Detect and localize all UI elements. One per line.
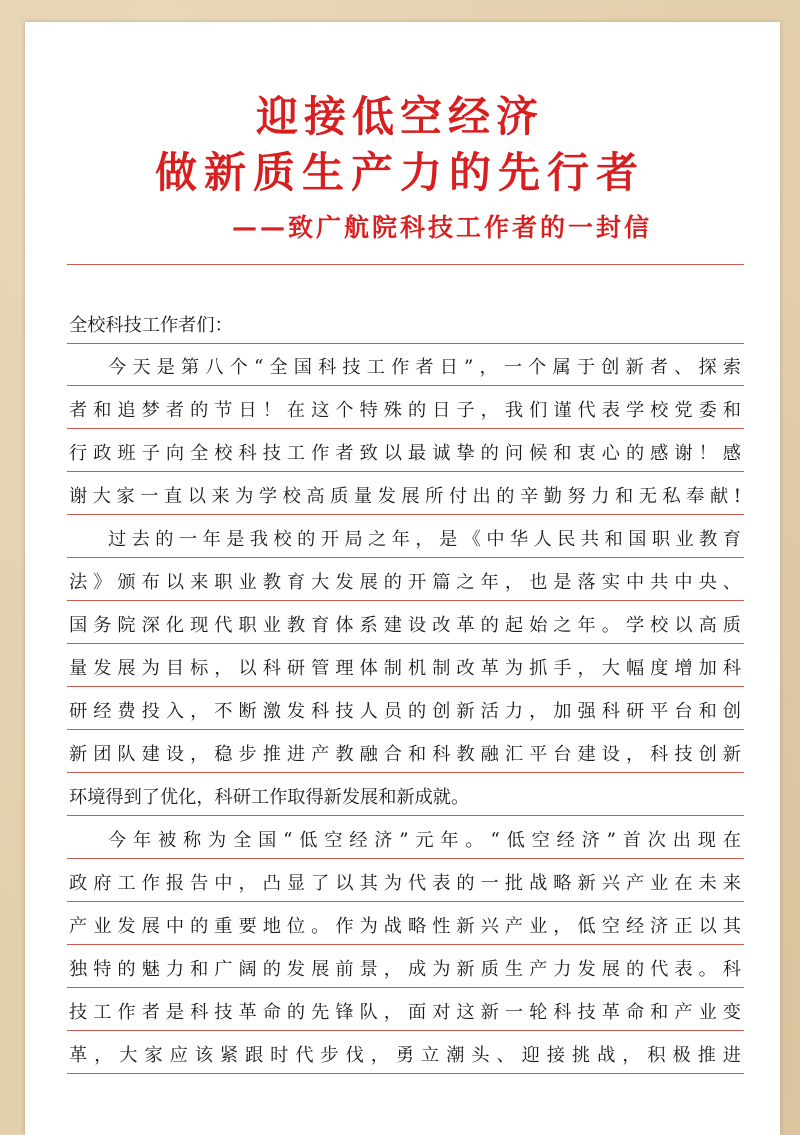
body-line: 新团队建设，稳步推进产教融合和科教融汇平台建设，科技创新 xyxy=(69,744,741,765)
ruled-line xyxy=(67,428,744,429)
ruled-line xyxy=(67,944,744,945)
body-line: 谢大家一直以来为学校高质量发展所付出的辛勤努力和无私奉献! xyxy=(69,486,741,507)
subtitle: ——致广航院科技工作者的一封信 xyxy=(232,213,653,242)
body-line: 法》颁布以来职业教育大发展的开篇之年，也是落实中共中央、 xyxy=(69,572,741,593)
ruled-line xyxy=(67,643,744,644)
body-line: 者和追梦者的节日！在这个特殊的日子，我们谨代表学校党委和 xyxy=(69,400,741,421)
body-line: 过去的一年是我校的开局之年，是《中华人民共和国职业教育 xyxy=(108,529,741,550)
ruled-line xyxy=(67,514,744,515)
body-line: 今年被称为全国“低空经济”元年。“低空经济”首次出现在 xyxy=(108,830,741,851)
ruled-line xyxy=(67,987,744,988)
body-line: 国务院深化现代职业教育体系建设改革的起始之年。学校以高质 xyxy=(69,615,741,636)
body-line: 量发展为目标，以科研管理体制机制改革为抓手，大幅度增加科 xyxy=(69,658,741,679)
ruled-line xyxy=(67,385,744,386)
ruled-line xyxy=(67,557,744,558)
body-line: 革，大家应该紧跟时代步伐，勇立潮头、迎接挑战，积极推进 xyxy=(69,1045,741,1066)
ruled-line xyxy=(67,600,744,601)
body-line: 研经费投入，不断激发科技人员的创新活力，加强科研平台和创 xyxy=(69,701,741,722)
ruled-line xyxy=(67,1030,744,1031)
ruled-line xyxy=(67,772,744,773)
body-line: 独特的魅力和广阔的发展前景，成为新质生产力发展的代表。科 xyxy=(69,959,741,980)
body-line: 今天是第八个“全国科技工作者日”，一个属于创新者、探索 xyxy=(108,357,741,378)
ruled-line xyxy=(67,1073,744,1074)
ruled-line xyxy=(67,729,744,730)
body-line: 环境得到了优化，科研工作取得新发展和新成就。 xyxy=(69,787,470,808)
header-divider xyxy=(67,264,744,265)
title-line-1: 迎接低空经济 xyxy=(255,92,544,141)
body-line: 技工作者是科技革命的先锋队，面对这新一轮科技革命和产业变 xyxy=(69,1002,741,1023)
ruled-line xyxy=(67,686,744,687)
ruled-line xyxy=(67,471,744,472)
salutation: 全校科技工作者们： xyxy=(69,315,233,336)
title-line-2: 做新质生产力的先行者 xyxy=(154,148,645,197)
body-line: 行政班子向全校科技工作者致以最诚挚的问候和衷心的感谢！感 xyxy=(69,443,741,464)
ruled-line xyxy=(67,815,744,816)
body-line: 政府工作报告中，凸显了以其为代表的一批战略新兴产业在未来 xyxy=(69,873,741,894)
ruled-line xyxy=(67,343,744,344)
ruled-line xyxy=(67,858,744,859)
body-line: 产业发展中的重要地位。作为战略性新兴产业，低空经济正以其 xyxy=(69,916,741,937)
ruled-line xyxy=(67,901,744,902)
